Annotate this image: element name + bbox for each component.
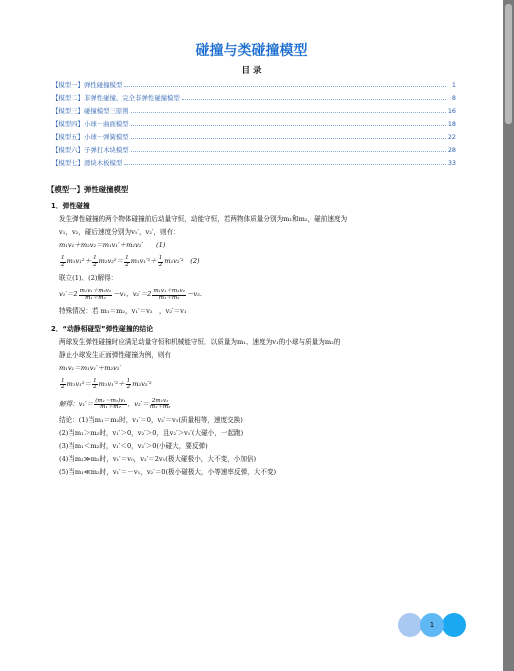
paragraph: 两球发生弹性碰撞时应满足动量守恒和机械能守恒．以质量为m₁、速度为v₁的小球与质量为m₂的: [59, 337, 341, 346]
conclusion: (4)当m₁≫m₂时，v₁′＝v₀，v₂′＝2v₁(极大碰极小，大不变，小加倍): [59, 455, 257, 464]
paragraph: 发生弹性碰撞的两个物体碰撞前后动量守恒，动能守恒，若两物体质量分别为m₁和m₂，碰前速度为: [59, 215, 348, 224]
page-number: 1: [420, 613, 444, 637]
equation-number: (2): [183, 257, 200, 266]
toc-heading: 目 录: [241, 66, 262, 76]
toc-entry-label: 【模型二】非弹性碰撞、完全非弹性碰撞模型: [52, 94, 180, 102]
decor-circle: [398, 613, 422, 637]
conclusion: (3)当m₁＜m₂时，v₁′＜0，v₂′＞0(小碰大，要反弹): [59, 442, 208, 451]
toc-entry-page: 28: [447, 146, 456, 154]
toc-entry-page: 1: [451, 81, 456, 89]
decor-circle: [442, 613, 466, 637]
toc-entry-label: 【模型五】小球－弹簧模型: [52, 133, 129, 141]
scrollbar-thumb[interactable]: [505, 4, 512, 124]
toc-entry[interactable]: [52, 119, 456, 132]
equation-energy: 1 2 m₁v₁²＋ 1 2 m₂v₂²＝ 1 2 m₁v₁′²＋ 1 2 m₂v₂′² (2): [61, 254, 200, 268]
section-body: [47, 186, 467, 482]
subsection-title: 1．弹性碰撞: [51, 201, 90, 210]
paragraph: v₁，v₂，碰后速度分别为v₁′，v₂′，则有：: [59, 227, 180, 236]
toc-entry[interactable]: [52, 158, 456, 171]
equation: m₁v₁＝m₁v₁′＋m₂v₂′: [59, 363, 121, 372]
toc-entry-page: 22: [447, 133, 456, 141]
toc-entry-label: 【模型一】弹性碰撞模型: [52, 81, 123, 89]
toc-entry-label: 【模型六】子弹打木块模型: [52, 146, 129, 154]
toc-entry[interactable]: [52, 145, 456, 158]
toc-entry[interactable]: [52, 132, 456, 145]
toc-entry-page: 8: [451, 94, 456, 102]
conclusion: 结论：(1)当m₁＝m₂时，v₁′＝0，v₂′＝v₁(质量相等，速度交换): [59, 416, 243, 425]
equation-solution: v₁′＝2 m₁v₁＋m₂v₂ m₁＋m₂ －v₁，v₂′＝2 m₁v₁＋m₂v₂ m₁＋m₂ －v₂.: [59, 287, 202, 301]
toc-entry[interactable]: [52, 80, 456, 93]
table-of-contents: [52, 80, 456, 171]
conclusion: (5)当m₁≪m₂时，v₁′＝－v₁，v₂′＝0(极小碰极大，小等速率反弹，大不变): [59, 468, 277, 477]
equation-energy: 1 2 m₁v₁²＝ 1 2 m₁v₁′²＋ 1 2 m₂v₂′²: [61, 377, 152, 391]
equation: m₁v₁＋m₂v₂＝m₁v₁′＋m₂v₂′ (1): [59, 240, 166, 249]
toc-entry-page: 16: [447, 107, 456, 115]
toc-entry-label: 【模型四】小球－曲面模型: [52, 120, 129, 128]
toc-leader: [131, 125, 446, 126]
page-number-badge: [398, 613, 468, 639]
toc-entry[interactable]: [52, 106, 456, 119]
scrollbar[interactable]: [503, 0, 514, 671]
toc-leader: [124, 86, 446, 87]
toc-leader: [131, 151, 446, 152]
toc-leader: [131, 112, 446, 113]
toc-leader: [124, 164, 446, 165]
paragraph: 联立(1)、(2)解得：: [59, 273, 118, 282]
equation-solution: 解得：v₁′＝ (m₁－m₂)v₁ m₁＋m₂ ，v₂′＝ 2m₁v₁ m₁＋m₂: [59, 397, 171, 411]
toc-leader: [131, 138, 446, 139]
toc-entry-page: 33: [447, 159, 456, 167]
subsection-title: 2．“动静相碰型”弹性碰撞的结论: [51, 324, 154, 333]
toc-entry-label: 【模型三】碰撞模型三原则: [52, 107, 129, 115]
document-title: 碰撞与类碰撞模型: [195, 43, 308, 59]
toc-entry[interactable]: [52, 93, 456, 106]
toc-leader: [182, 99, 446, 100]
toc-entry-page: 18: [447, 120, 456, 128]
section-title: 【模型一】弹性碰撞模型: [47, 185, 129, 194]
conclusion: (2)当m₁＞m₂时，v₁′＞0，v₂′＞0，且v₂′＞v₁′(大碰小，一起跑): [59, 429, 244, 438]
paragraph: 静止小球发生正面弹性碰撞为例，则有: [59, 350, 172, 359]
toc-entry-label: 【模型七】滑块木板模型: [52, 159, 123, 167]
paragraph: 特殊情况：若 m₁＝m₂，v₁′＝v₂ ，v₂′＝v₁: [59, 306, 187, 315]
